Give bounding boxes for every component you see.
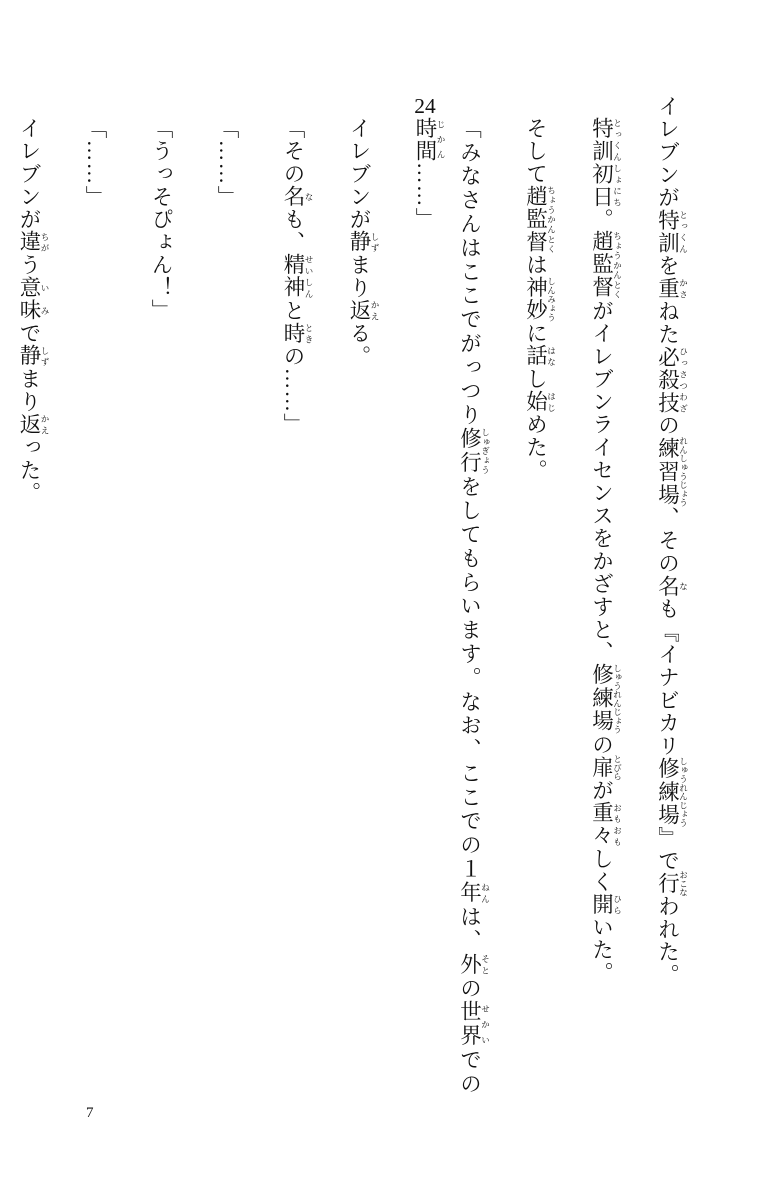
paragraph-8: 「うっそぴょん！」 — [149, 116, 173, 322]
page-number: 7 — [86, 1105, 94, 1121]
body-text-vertical — [17, 95, 711, 1095]
ruby-kae-2: 返 かえ — [17, 412, 50, 436]
ruby-kasa: 重 かさ — [655, 277, 689, 301]
ruby-hissatsuwaza: 必殺技 ひっさつわざ — [655, 345, 689, 415]
paragraph-2: 特訓初日 とっくんしょにち。趙監督 ちょうかんとくがイレブンライセンスをかざすと、修練場 しゅうれんじょうの扉 とびらが重々 おもおもしく開 ひらいた。 — [589, 116, 623, 984]
ruby-tobira: 扉 とびら — [589, 754, 623, 781]
paragraph-6: 「その名 なも、精神 せいしんと時 ときの……」 — [281, 116, 314, 436]
ruby-tokkunshonichi: 特訓初日 とっくんしょにち — [589, 116, 623, 208]
ruby-sekai: 世界 せかい — [457, 1000, 491, 1049]
ruby-choukantoku: 趙監督 ちょうかんとく — [589, 230, 623, 299]
ruby-soto: 外 そと — [457, 952, 491, 977]
ruby-choukantoku-2: 趙監督 ちょうかんとく — [523, 184, 557, 254]
ruby-renshuujou: 練習場 れんしゅうじょう — [655, 436, 689, 507]
ruby-shinmyou: 神妙 しんみょう — [523, 276, 557, 322]
ruby-shuurenjou-2: 修練場 しゅうれんじょう — [589, 663, 623, 734]
ruby-hana: 話 はな — [523, 344, 557, 368]
ruby-shizu-2: 静 しず — [17, 344, 50, 368]
ruby-shuurenjou: 修練場 しゅうれんじょう — [655, 756, 689, 828]
paragraph-10: イレブンが違 ちがう意味 いみで静 しずまり返 かえった。 — [17, 116, 50, 504]
ruby-okona: 行 おこな — [655, 870, 689, 897]
ruby-tokkun: 特訓 とっくん — [655, 208, 689, 255]
paragraph-4: 「みなさんはここでがっつり修行 しゅぎょうをしてもらいます。なお、ここでの１年 ねんは、外 そとの世界 せかいでの24時間 じかん……」 — [413, 95, 491, 1095]
paragraph-9: 「……」 — [83, 116, 107, 208]
ruby-shugyou: 修行 しゅぎょう — [457, 427, 491, 475]
ruby-nen: 年 ねん — [457, 881, 491, 905]
ruby-toki: 時 とき — [281, 321, 314, 345]
ruby-jikan: 時間 じかん — [413, 116, 446, 163]
ruby-na: 名 な — [655, 574, 689, 598]
ruby-hira: 開 ひら — [589, 892, 623, 916]
number-24: 24 — [414, 95, 436, 117]
paragraph-5: イレブンが静 しずまり返 かえる。 — [347, 116, 380, 368]
paragraph-3: そして趙監督 ちょうかんとくは神妙 しんみょうに話 はなし始 はじめた。 — [523, 116, 557, 482]
ruby-chiga: 違 ちが — [17, 230, 50, 254]
paragraph-7: 「……」 — [215, 116, 239, 208]
paragraph-1: イレブンが特訓 とっくんを重 かさねた必殺技 ひっさつわざの練習場 れんしゅうじょう、その名 なも『イナビカリ修練場 しゅうれんじょう』で行 おこなわれた。 — [655, 95, 689, 987]
ruby-imi: 意味 いみ — [17, 276, 50, 322]
ruby-kae: 返 かえ — [347, 298, 380, 322]
ruby-na-2: 名 な — [281, 184, 314, 208]
ruby-haji: 始 はじ — [523, 390, 557, 413]
ruby-seishin: 精神 せいしん — [281, 253, 314, 299]
ruby-shizu: 静 しず — [347, 230, 380, 254]
ruby-omoomo: 重々 おもおも — [589, 801, 623, 848]
